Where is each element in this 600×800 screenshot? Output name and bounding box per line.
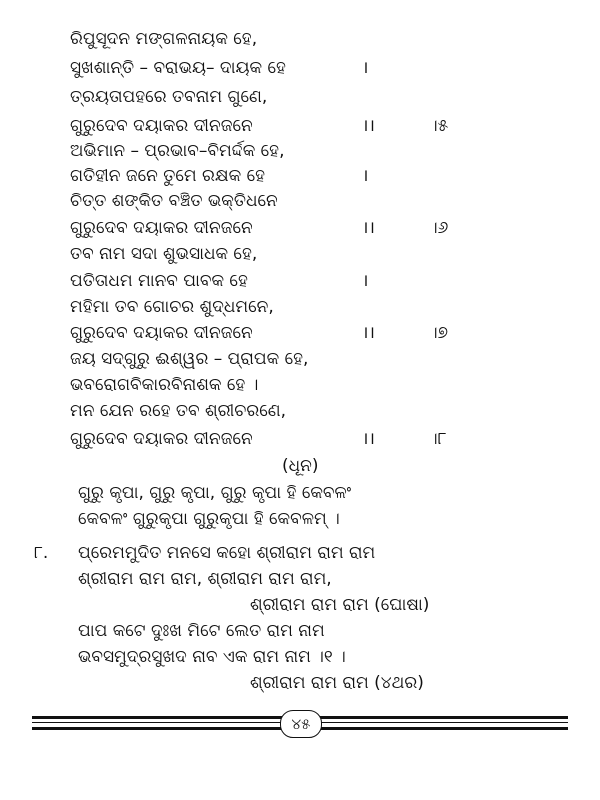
- song-line: ପାପ କଟେ ଦୁଃଖ ମିଟେ ଲେତ ରାମ ନାମ: [78, 621, 325, 641]
- verse-line: ମହିମା ତବ ଗୋଚର ଶୁଦ୍ଧମନେ,: [70, 297, 274, 317]
- verse-line: ରିପୁସୂଦନ ମଙ୍ଗଳନାୟକ ହେ,: [70, 29, 258, 49]
- verse-line: ପତିତାଧମ ମାନବ ପାବକ ହେ: [70, 271, 248, 291]
- verse-line: ଚିତ୍ତ ଶଙ୍କିତ ବଞ୍ଚିତ ଭକ୍ତିଧନେ: [70, 191, 278, 211]
- verse-line: ଭବରୋଗବିକାରବିନାଶକ ହେ ।: [70, 375, 259, 395]
- verse-number: ।୮: [430, 429, 447, 449]
- verse-line: ଗତିହୀନ ଜନେ ତୁମେ ରକ୍ଷକ ହେ: [70, 166, 266, 186]
- verse-refrain-line: ଗୁରୁଦେବ ଦୟାକର ଦୀନଜନେ: [70, 218, 253, 238]
- verse-number: ।୫: [430, 116, 449, 136]
- song-line: ଶ୍ରୀରାମ ରାମ ରାମ (ଘୋଷା): [250, 595, 430, 615]
- dhun-heading: (ଧୂନ): [282, 456, 319, 476]
- verse-refrain-line: ଗୁରୁଦେବ ଦୟାକର ଦୀନଜନେ: [70, 323, 253, 343]
- verse-refrain-line: ଗୁରୁଦେବ ଦୟାକର ଦୀନଜନେ: [70, 429, 253, 449]
- song-line: ଶ୍ରୀରାମ ରାମ ରାମ, ଶ୍ରୀରାମ ରାମ ରାମ,: [78, 569, 332, 589]
- verse-refrain-line: ଗୁରୁଦେବ ଦୟାକର ଦୀନଜନେ: [70, 116, 253, 136]
- verse-line: ତ୍ରୟତାପହରେ ତବନାମ ଗୁଣେ,: [70, 87, 268, 107]
- song-line: ଶ୍ରୀରାମ ରାମ ରାମ (୪ଥର): [250, 673, 424, 693]
- verse-danda: ।: [362, 166, 369, 186]
- verse-danda: ।: [362, 271, 369, 291]
- page-number: ୪୫: [280, 710, 322, 738]
- verse-double-danda: ।।: [362, 323, 375, 343]
- verse-double-danda: ।।: [362, 218, 375, 238]
- verse-line: ସୁଖଶାନ୍ତି – ବରାଭୟ– ଦାୟକ ହେ: [70, 58, 286, 78]
- verse-number: ।୭: [430, 323, 449, 343]
- verse-double-danda: ।।: [362, 116, 375, 136]
- dhun-line: ଗୁରୁ କୃପା, ଗୁରୁ କୃପା, ଗୁରୁ କୃପା ହି କେବଳଂ: [78, 483, 352, 503]
- song-line: ପ୍ରେମମୁଦିତ ମନସେ କହୋ ଶ୍ରୀରାମ ରାମ ରାମ: [78, 543, 376, 563]
- dhun-line: କେବଳଂ ଗୁରୁକୃପା ଗୁରୁକୃପା ହି କେବଳମ୍ ।: [78, 509, 340, 529]
- verse-line: ମନ ଯେନ ରହେ ତବ ଶ୍ରୀଚରଣେ,: [70, 401, 287, 421]
- song-number: ୮.: [34, 543, 49, 563]
- verse-line: ଜୟ ସଦ୍‌ଗୁରୁ ଈଶ୍ୱର – ପ୍ରାପକ ହେ,: [70, 349, 309, 369]
- song-line: ଭବସମୁଦ୍ରସୁଖଦ ନାବ ଏକ ରାମ ନାମ ।୧ ।: [78, 647, 346, 667]
- verse-number: ।୬: [430, 218, 449, 238]
- verse-line: ଅଭିମାନ – ପ୍ରଭାବ–ବିମର୍ଦ୍ଦକ ହେ,: [70, 141, 285, 161]
- verse-danda: ।: [362, 58, 369, 78]
- verse-double-danda: ।।: [362, 429, 375, 449]
- verse-line: ତବ ନାମ ସଦା ଶୁଭସାଧକ ହେ,: [70, 244, 258, 264]
